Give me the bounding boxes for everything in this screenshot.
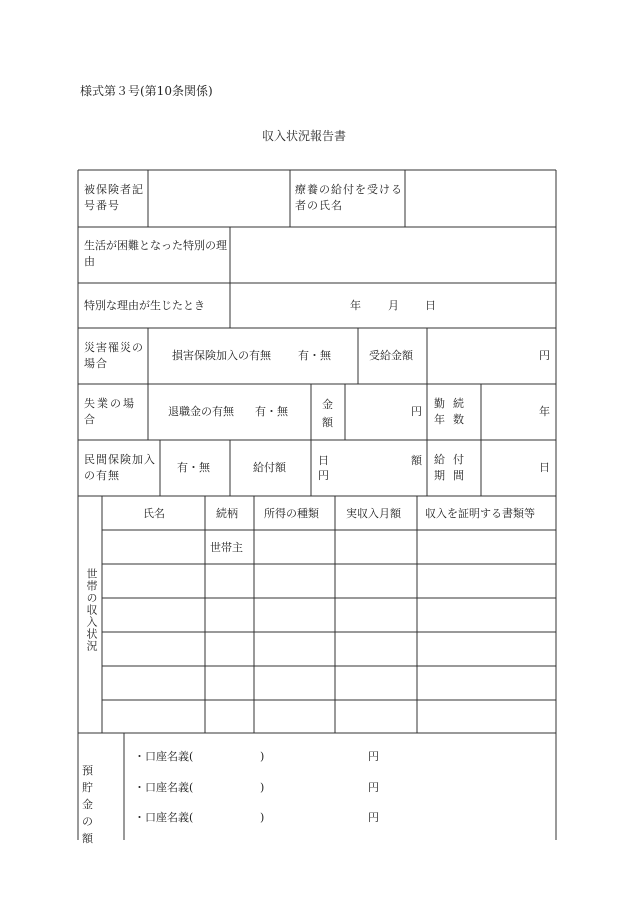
- date-label: 特別な理由が生じたとき: [84, 299, 205, 312]
- savings-account-2-close: ): [260, 781, 265, 794]
- savings-account-1-unit: 円: [368, 750, 379, 763]
- service-years-unit: 年: [539, 405, 550, 418]
- savings-account-2-unit: 円: [368, 781, 379, 794]
- private-insurance-value[interactable]: 有・無: [177, 461, 210, 474]
- household-head-relation: 世帯主: [210, 541, 243, 554]
- savings-account-1-close: ): [260, 750, 265, 763]
- benefit-period-label: 給付期間: [434, 453, 472, 482]
- savings-account-2-prefix: ・口座名義(: [134, 781, 194, 794]
- household-header-proof-documents: 収入を証明する書類等: [425, 507, 535, 520]
- private-insurance-label: 民間保険加入の有無: [84, 453, 156, 482]
- savings-account-3-prefix: ・口座名義(: [134, 811, 194, 824]
- benefit-amount-char: 額: [411, 454, 422, 467]
- date-year-unit: 年: [350, 299, 361, 312]
- benefit-day-unit: 日: [318, 454, 329, 467]
- reason-field[interactable]: [232, 229, 554, 281]
- household-side-label: 世帯の収入状況: [85, 568, 98, 652]
- received-amount-yen: 円: [539, 349, 550, 362]
- disaster-label: 災害罹災の場合: [84, 341, 144, 370]
- received-amount-label: 受給金額: [369, 349, 413, 362]
- amount-yen: 円: [411, 405, 422, 418]
- severance-value[interactable]: 有・無: [255, 405, 288, 418]
- savings-account-3-close: ): [260, 811, 265, 824]
- insurance-value[interactable]: 有・無: [298, 349, 331, 362]
- form-number: 様式第３号(第10条関係): [80, 84, 213, 98]
- savings-label: 預貯金の額: [82, 764, 103, 845]
- household-header-monthly-income: 実収入月額: [346, 507, 401, 520]
- household-header-name: 氏名: [143, 507, 165, 520]
- benefit-amount-label: 給付額: [253, 461, 286, 474]
- reason-label: 生活が困難となった特別の理由: [84, 239, 227, 268]
- savings-account-1-prefix: ・口座名義(: [134, 750, 194, 763]
- date-month-unit: 月: [388, 299, 399, 312]
- date-day-unit: 日: [425, 299, 436, 312]
- insured-number-label: 被保険者記号番号: [84, 183, 144, 212]
- benefit-yen-unit: 円: [318, 469, 329, 482]
- recipient-name-label: 療養の給付を受ける者の氏名: [295, 183, 403, 212]
- page-title: 収入状況報告書: [262, 129, 347, 143]
- household-header-relation: 続柄: [216, 507, 238, 520]
- benefit-period-day-unit: 日: [539, 461, 550, 474]
- insured-number-field[interactable]: [150, 172, 288, 225]
- recipient-name-field[interactable]: [407, 172, 554, 225]
- insurance-label: 損害保険加入の有無: [172, 349, 271, 362]
- amount-label: 金額: [322, 398, 333, 429]
- unemployment-label: 失業の場合: [84, 397, 136, 426]
- severance-label: 退職金の有無: [168, 405, 234, 418]
- savings-account-3-unit: 円: [368, 811, 379, 824]
- household-header-income-type: 所得の種類: [264, 507, 319, 520]
- service-years-label: 勤続年数: [434, 397, 472, 426]
